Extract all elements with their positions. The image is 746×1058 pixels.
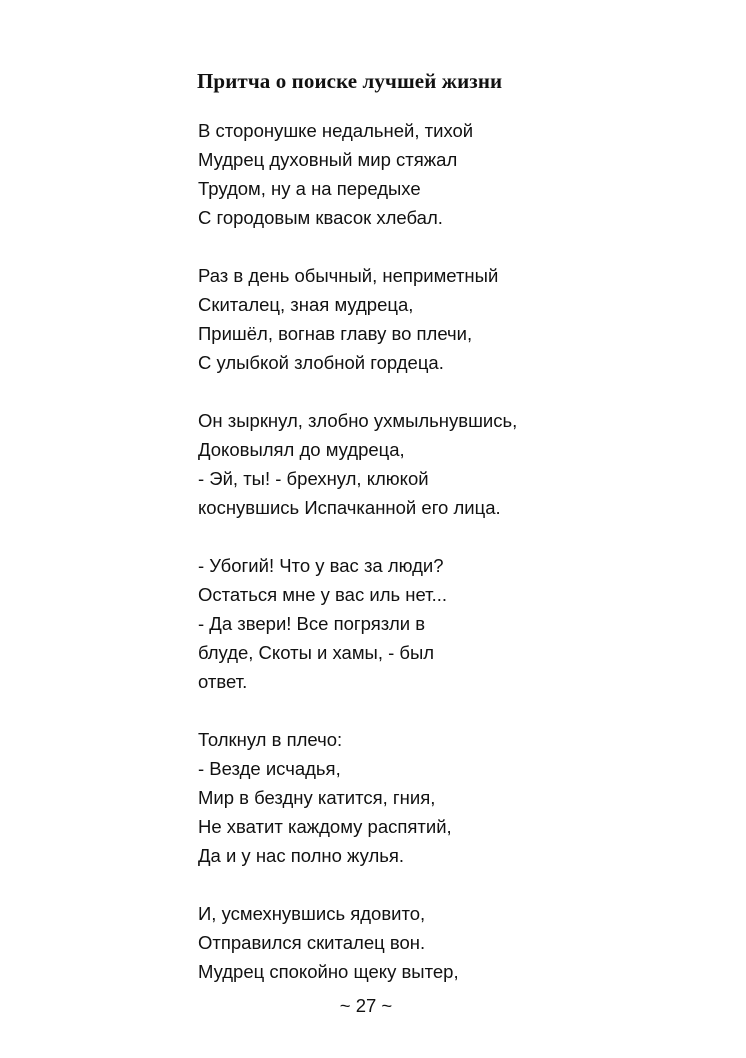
poem-line: коснувшись Испачканной его лица. xyxy=(198,497,501,518)
poem-line: - Везде исчадья, xyxy=(198,758,341,779)
stanza-4 xyxy=(198,551,517,696)
poem-line: Мудрец спокойно щеку вытер, xyxy=(198,961,459,982)
poem-line: Трудом, ну а на передыхе xyxy=(198,178,421,199)
poem-line: Раз в день обычный, неприметный xyxy=(198,265,499,286)
page-number-footer xyxy=(0,993,746,1019)
poem-line: Он зыркнул, злобно ухмыльнувшись, xyxy=(198,410,518,431)
stanza-5 xyxy=(198,725,517,870)
stanza-1 xyxy=(198,116,517,232)
poem-line: - Эй, ты! - брехнул, клюкой xyxy=(198,468,429,489)
poem-title: Притча о поиске лучшей жизни xyxy=(197,69,503,93)
stanza-2 xyxy=(198,261,517,377)
poem-line: блуде, Скоты и хамы, - был xyxy=(198,642,435,663)
poem-line: Отправился скиталец вон. xyxy=(198,932,426,953)
poem-line: Пришёл, вогнав главу во плечи, xyxy=(198,323,473,344)
poem-line: Мудрец духовный мир стяжал xyxy=(198,149,458,170)
poem-line: В сторонушке недальней, тихой xyxy=(198,120,474,141)
poem-line: Толкнул в плечо: xyxy=(198,729,343,750)
poem-line: ответ. xyxy=(198,671,248,692)
stanza-6 xyxy=(198,899,517,986)
stanza-3 xyxy=(198,406,517,522)
poem-line: Мир в бездну катится, гния, xyxy=(198,787,436,808)
poem-line: И, усмехнувшись ядовито, xyxy=(198,903,426,924)
poem-line: Скиталец, зная мудреца, xyxy=(198,294,414,315)
poem-line: С городовым квасок хлебал. xyxy=(198,207,443,228)
poem-line: - Да звери! Все погрязли в xyxy=(198,613,426,634)
poem-line: Остаться мне у вас иль нет... xyxy=(198,584,448,605)
poem-line: Не хватит каждому распятий, xyxy=(198,816,452,837)
poem-line: - Убогий! Что у вас за люди? xyxy=(198,555,444,576)
poem-line: Доковылял до мудреца, xyxy=(198,439,405,460)
page-number: ~ 27 ~ xyxy=(339,995,393,1016)
poem-line: С улыбкой злобной гордеца. xyxy=(198,352,444,373)
poem-body xyxy=(198,116,517,986)
poem-line: Да и у нас полно жулья. xyxy=(198,845,405,866)
